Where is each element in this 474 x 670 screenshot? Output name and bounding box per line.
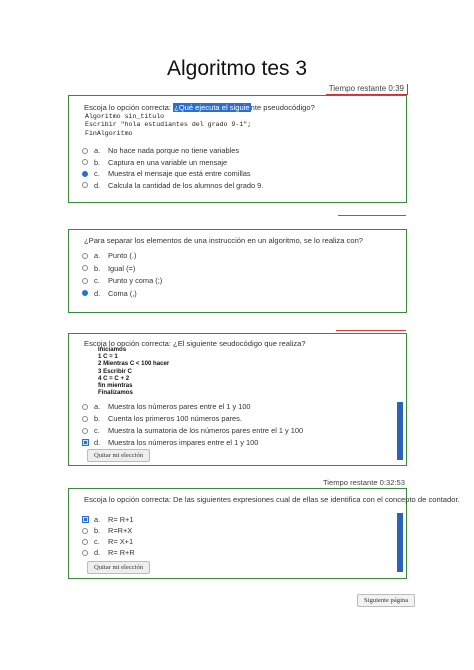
option-letter: d. xyxy=(94,288,101,298)
answer-option[interactable] xyxy=(82,264,135,273)
answer-option[interactable] xyxy=(82,402,251,411)
option-letter: a. xyxy=(94,251,101,260)
option-letter: b. xyxy=(94,263,101,273)
answer-option[interactable] xyxy=(82,414,242,423)
option-text: R= R+R xyxy=(108,548,135,557)
radio-icon[interactable] xyxy=(82,416,88,422)
next-page-button[interactable]: Siguiente página xyxy=(357,594,415,607)
radio-icon[interactable] xyxy=(82,265,88,271)
option-letter: c. xyxy=(94,169,100,178)
question-3-pseudocode: Iniciamos 1 C = 1 2 Mientras C < 100 hacer 3 Escribir C 4 C = C + 2 fin mientras Finalizamos xyxy=(98,346,170,397)
option-letter: d. xyxy=(94,548,101,557)
answer-option[interactable] xyxy=(82,438,258,447)
option-text: Captura en una variable un mensaje xyxy=(108,157,228,167)
scrollbar[interactable] xyxy=(397,513,403,572)
option-letter: a. xyxy=(94,515,101,524)
question-1-prompt: Escoja lo opción correcta: ¿Qué ejecuta el siguiente pseudocódigo? xyxy=(84,103,315,112)
answer-option[interactable] xyxy=(82,169,251,178)
timer-border xyxy=(336,330,406,331)
answer-option[interactable] xyxy=(82,276,162,285)
question-4-prompt: Escoja lo opción correcta: De las siguientes expresiones cual de ellas se identifica con el concepto de contador. xyxy=(84,495,460,504)
option-text: Muestra los números pares entre el 1 y 100 xyxy=(108,402,251,411)
option-text: Calcula la cantidad de los alumnos del grado 9. xyxy=(108,180,264,190)
question-2-prompt: ¿Para separar los elementos de una instrucción en un algoritmo, se lo realiza con? xyxy=(84,236,364,245)
option-letter: d. xyxy=(94,180,101,190)
radio-icon[interactable] xyxy=(82,253,88,259)
option-text: Punto y coma (;) xyxy=(108,276,163,285)
option-text: Muestra la sumatoria de los números pares entre el 1 y 100 xyxy=(108,426,304,435)
option-letter: b. xyxy=(94,157,101,167)
timer-remaining: Tiempo restante 0:39 xyxy=(326,84,408,95)
answer-option[interactable] xyxy=(82,426,303,435)
radio-selected-icon[interactable] xyxy=(82,290,88,296)
option-text: Muestra el mensaje que está entre comillas xyxy=(108,169,251,178)
question-1-code: Algoritmo sin_titulo Escribir "hola estudiantes del grado 9-1"; FinAlgoritmo xyxy=(85,113,252,137)
selected-checkbox-icon[interactable] xyxy=(82,439,89,446)
option-letter: c. xyxy=(94,537,100,546)
clear-choice-button[interactable]: Quitar mi elección xyxy=(87,561,150,574)
clear-choice-button[interactable]: Quitar mi elección xyxy=(87,449,150,462)
answer-option[interactable] xyxy=(82,181,263,190)
page-title: Algoritmo tes 3 xyxy=(166,57,308,80)
radio-selected-icon[interactable] xyxy=(82,171,88,177)
answer-option[interactable] xyxy=(82,548,135,557)
radio-icon[interactable] xyxy=(82,550,88,556)
option-letter: b. xyxy=(94,414,101,423)
answer-option[interactable] xyxy=(82,251,136,260)
radio-icon[interactable] xyxy=(82,539,88,545)
answer-option[interactable] xyxy=(82,515,133,524)
radio-icon[interactable] xyxy=(82,528,88,534)
answer-option[interactable] xyxy=(82,158,227,167)
radio-icon[interactable] xyxy=(82,404,88,410)
answer-option[interactable] xyxy=(82,289,137,298)
option-text: Cuenta los primeros 100 números pares. xyxy=(108,414,242,423)
option-text: R=R+X xyxy=(108,526,133,535)
radio-icon[interactable] xyxy=(82,148,88,154)
scrollbar[interactable] xyxy=(397,402,403,460)
answer-option[interactable] xyxy=(82,526,132,535)
answer-option[interactable] xyxy=(82,537,133,546)
option-text: Igual (=) xyxy=(108,263,136,273)
option-text: Punto (.) xyxy=(108,251,137,260)
selected-checkbox-icon[interactable] xyxy=(82,516,89,523)
option-letter: a. xyxy=(94,402,101,411)
option-text: No hace nada porque no tiene variables xyxy=(108,146,240,155)
option-letter: c. xyxy=(94,426,100,435)
radio-icon[interactable] xyxy=(82,182,88,188)
radio-icon[interactable] xyxy=(82,428,88,434)
answer-option[interactable] xyxy=(82,146,239,155)
radio-icon[interactable] xyxy=(82,278,88,284)
timer-border xyxy=(338,215,406,216)
option-letter: d. xyxy=(94,438,101,447)
timer-remaining: Tiempo restante 0:32:53 xyxy=(320,477,408,488)
option-letter: c. xyxy=(94,276,100,285)
question-3-prompt: Escoja lo opción correcta: ¿El siguiente seudocódigo que realiza? xyxy=(84,339,306,348)
option-letter: a. xyxy=(94,146,101,155)
option-letter: b. xyxy=(94,526,101,535)
option-text: Muestra los números impares entre el 1 y 100 xyxy=(108,438,259,447)
option-text: R= R+1 xyxy=(108,515,134,524)
option-text: Coma (,) xyxy=(108,288,137,298)
radio-icon[interactable] xyxy=(82,159,88,165)
option-text: R= X+1 xyxy=(108,537,134,546)
